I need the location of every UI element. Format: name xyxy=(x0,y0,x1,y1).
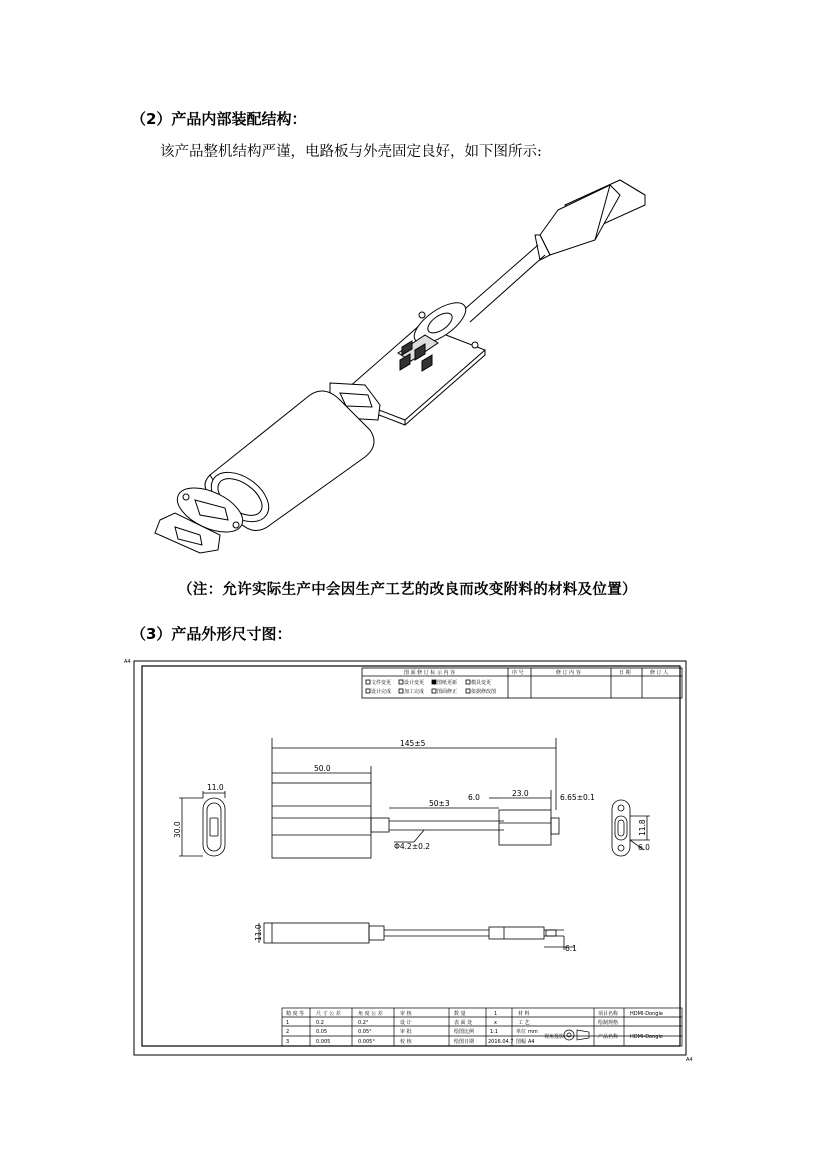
project-label: 项目名称 xyxy=(598,1011,619,1017)
bottom-view xyxy=(254,923,577,953)
assembly-exploded-view xyxy=(140,175,660,565)
change-option: 图纸更新 xyxy=(437,680,458,686)
tol-row-grade: 2 xyxy=(286,1029,290,1035)
sheet-corner-tl: A4 xyxy=(124,659,131,665)
usb-c-plug xyxy=(535,180,645,260)
page-value: A4 xyxy=(528,1039,535,1045)
date-label: 绘图日期 xyxy=(454,1039,475,1045)
tol-row-angle: 0.05° xyxy=(358,1029,372,1035)
change-option: 文件变更 xyxy=(371,680,392,686)
tol-row-size: 0.005 xyxy=(316,1039,331,1045)
role-review: 审 核 xyxy=(400,1011,412,1017)
projection-label: 视角投影 xyxy=(544,1034,565,1040)
dim-side-width: 6.0 xyxy=(638,843,650,852)
section3-heading: （3）产品外形尺寸图： xyxy=(131,625,292,643)
change-option: 图面修正 xyxy=(437,689,458,695)
change-option: 模具变更 xyxy=(471,680,492,686)
change-table xyxy=(362,668,682,698)
sheet-corner-br: A4 xyxy=(686,1057,693,1063)
tol-header-angle: 角 度 公 差 xyxy=(358,1011,383,1017)
change-option: 加工完成 xyxy=(404,689,425,695)
page-label: 图幅 xyxy=(516,1039,527,1045)
qty-label: 数 量 xyxy=(454,1011,466,1017)
craft-label: 工 艺 xyxy=(518,1020,530,1026)
dimension-drawing xyxy=(124,658,693,1070)
section2-heading: （2）产品内部装配结构： xyxy=(131,110,307,128)
projection-symbol-icon xyxy=(564,1030,589,1040)
change-col-person: 修 订 人 xyxy=(650,670,669,676)
dim-cable-dia: Φ4.2±0.2 xyxy=(394,842,431,851)
dim-plug-length: 23.0 xyxy=(512,789,529,798)
proc-value: x xyxy=(494,1020,497,1026)
scale-label: 绘图比例 xyxy=(454,1029,475,1035)
scale-value: 1:1 xyxy=(490,1029,499,1035)
company-label: 绘制规格 xyxy=(598,1020,619,1026)
product-value: HDMI-Dongle xyxy=(630,1034,663,1040)
dim-front-width: 11.0 xyxy=(207,783,224,792)
change-option: 设计变更 xyxy=(404,680,425,686)
section2-paragraph: 该产品整机结构严谨，电路板与外壳固定良好，如下图所示: xyxy=(160,144,542,160)
top-view xyxy=(272,738,595,858)
dim-bottom-height: 11.0 xyxy=(254,924,263,941)
side-view xyxy=(612,800,650,856)
qty-value: 1 xyxy=(494,1011,498,1017)
change-col-content: 修 订 内 容 xyxy=(556,670,581,676)
role-design: 设 计 xyxy=(400,1020,412,1026)
change-col-date: 日 期 xyxy=(619,670,631,676)
tol-row-angle: 0.005° xyxy=(358,1039,375,1045)
cable xyxy=(458,245,545,322)
tol-header-size: 尺 寸 公 差 xyxy=(316,1011,341,1017)
dim-boot-offset: 6.0 xyxy=(468,793,480,802)
product-label: 产品名称 xyxy=(598,1034,619,1040)
material-label: 材 料 xyxy=(518,1011,530,1017)
dim-total-length: 145±5 xyxy=(400,739,426,748)
dim-cable-length: 50±3 xyxy=(429,799,450,808)
circuit-board xyxy=(330,295,485,425)
role-check: 校 核 xyxy=(400,1039,412,1045)
project-value: HDMI-Dongle xyxy=(630,1011,663,1017)
dim-front-height: 30.0 xyxy=(173,821,182,838)
proc-label: 表 面 处 xyxy=(454,1020,473,1026)
change-table-title: 图 面 修 订 标 示 内 容 xyxy=(404,670,456,676)
dim-housing-length: 50.0 xyxy=(314,764,331,773)
tol-row-size: 0.2 xyxy=(316,1020,324,1026)
tol-row-size: 0.05 xyxy=(316,1029,328,1035)
dim-bottom-plug: 6.1 xyxy=(565,944,577,953)
role-approve: 审 批 xyxy=(400,1029,412,1035)
change-col-no: 序 号 xyxy=(512,670,524,676)
unit-value: mm xyxy=(528,1029,538,1035)
dim-side-height: 11.8 xyxy=(638,819,647,836)
unit-label: 单位 xyxy=(516,1029,527,1035)
front-view xyxy=(173,783,225,856)
tol-header-grade: 精 度 等 xyxy=(286,1011,305,1017)
tol-row-grade: 1 xyxy=(286,1020,290,1026)
tol-row-grade: 3 xyxy=(286,1039,290,1045)
change-option: 设计完成 xyxy=(371,689,392,695)
dim-plug-height: 6.65±0.1 xyxy=(560,793,595,802)
title-block xyxy=(282,1008,682,1046)
tol-row-angle: 0.2° xyxy=(358,1020,369,1026)
date-value: 2016.04.7 xyxy=(488,1039,514,1045)
assembly-note: （注：允许实际生产中会因生产工艺的改良而改变附料的材料及位置） xyxy=(178,582,637,598)
change-option: 依据修改图 xyxy=(471,689,497,695)
